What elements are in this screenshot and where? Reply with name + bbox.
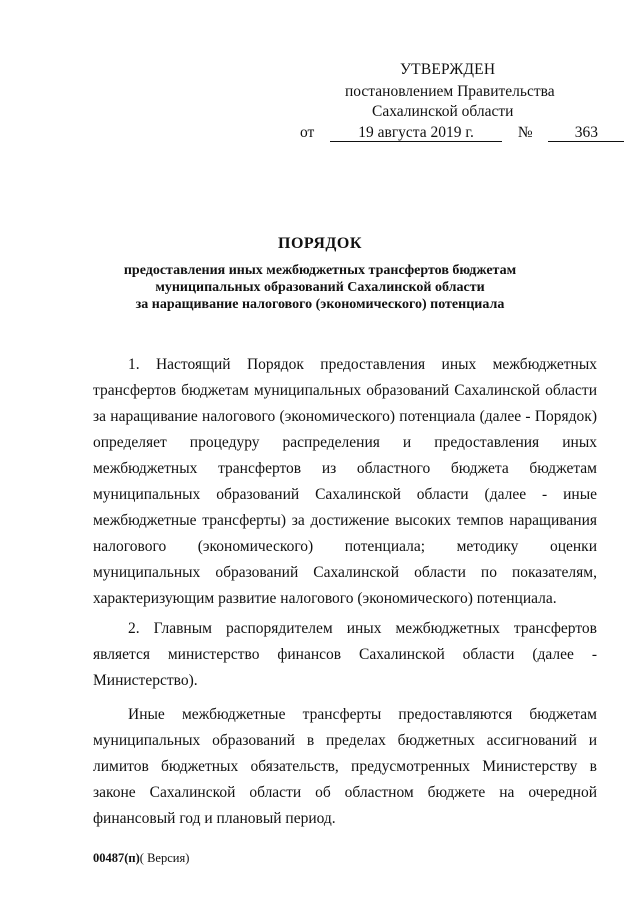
approval-word: УТВЕРЖДЕН [400, 61, 496, 78]
approval-number: 363 [548, 125, 624, 142]
document-subtitle-line-1: предоставления иных межбюджетных трансфертов бюджетам [123, 263, 517, 278]
approval-date: 19 августа 2019 г. [330, 125, 502, 142]
from-label: от [300, 124, 315, 141]
document-version: ( Версия) [139, 851, 190, 865]
number-label: № [517, 124, 533, 141]
paragraph-1: 1. Настоящий Порядок предоставления иных межбюджетных трансфертов бюджетам муниципальных образований Сахалинской области за наращивание налогового (экономического) потенциала (далее - Порядок) определяет процедуру распределения и предоставления иных межбюджетных трансфертов из областного бюджета бюджетам муниципальных образований Сахалинской области (далее - иные межбюджетные трансферты) за достижение высоких темпов наращивания налогового (экономического) потенциала; методику оценки муниципальных образований Сахалинской области по показателям, характеризующим развитие налогового (экономического) потенциала. [93, 356, 597, 607]
document-title: ПОРЯДОК [278, 235, 362, 252]
document-subtitle-line-2: муниципальных образований Сахалинской области [155, 280, 485, 295]
approval-line-2: Сахалинской области [372, 103, 514, 120]
approval-line-1: постановлением Правительства [345, 83, 555, 100]
document-body [93, 352, 597, 836]
paragraph-2: 2. Главным распорядителем иных межбюджетных трансфертов является министерство финансов Сахалинской области (далее - Министерство). [93, 620, 597, 689]
approval-date-line [300, 123, 624, 143]
document-subtitle-line-3: за наращивание налогового (экономического) потенциала [135, 297, 505, 312]
paragraph-3: Иные межбюджетные трансферты предоставляются бюджетам муниципальных образований в пределах бюджетных ассигнований и лимитов бюджетных обязательств, предусмотренных Министерству в законе Сахалинской области об областном бюджете на очередной финансовый год и плановый период. [93, 706, 597, 827]
document-code: 00487(п) [93, 851, 140, 865]
document-footer [93, 851, 189, 866]
